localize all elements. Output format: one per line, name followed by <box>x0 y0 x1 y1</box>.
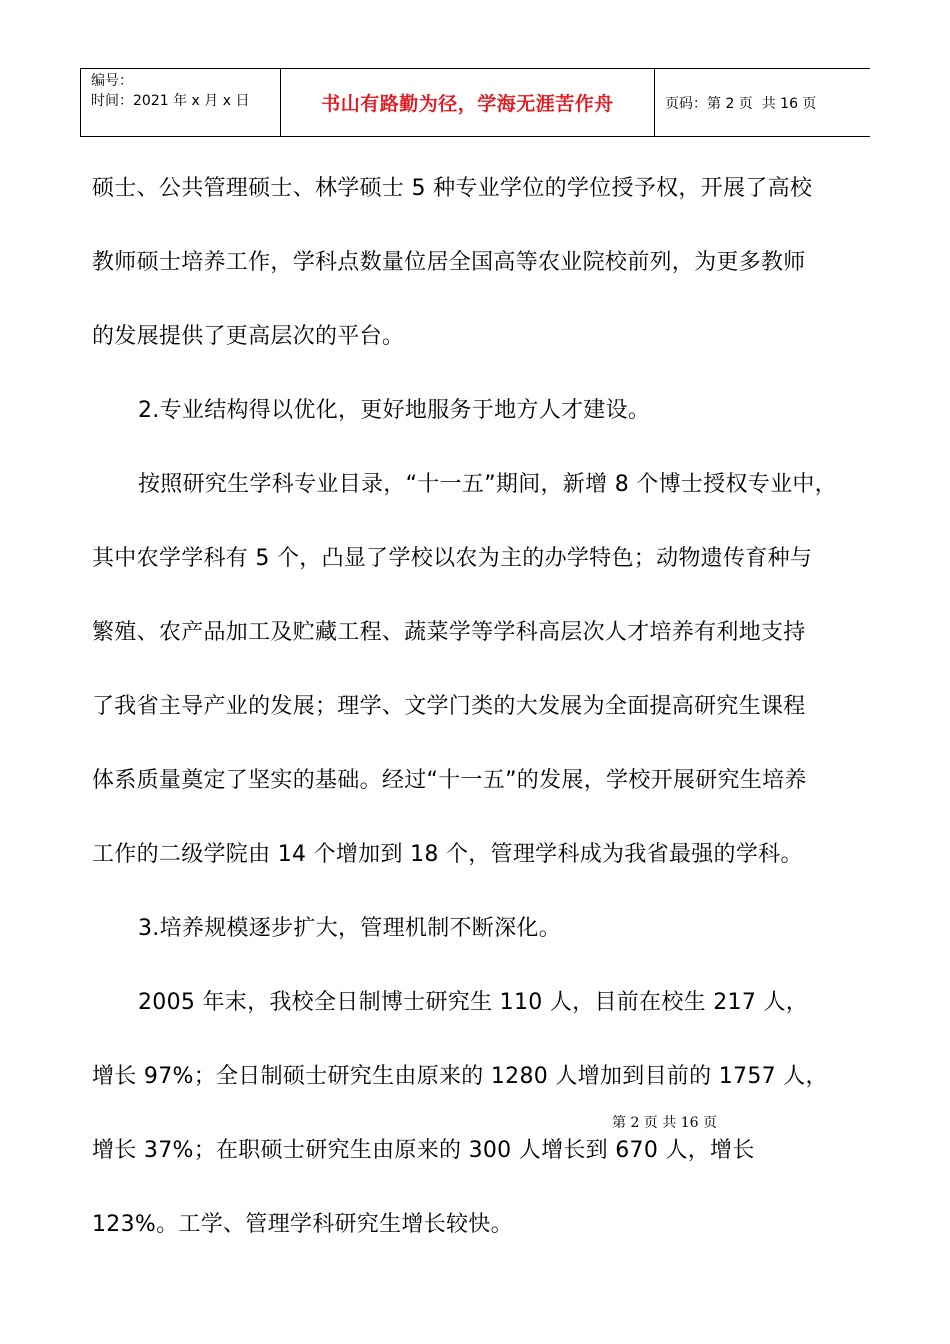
section-heading: 3.培养规模逐步扩大，管理机制不断深化。 <box>138 916 561 941</box>
doc-number-label: 编号： <box>91 73 133 89</box>
body-line: 工作的二级学院由 14 个增加到 18 个，管理学科成为我省最强的学科。 <box>92 842 803 867</box>
date-label: 时间：2021 年 x 月 x 日 <box>91 93 250 109</box>
body-line: 繁殖、农产品加工及贮藏工程、蔬菜学等学科高层次人才培养有利地支持 <box>92 620 806 645</box>
body-line: 的发展提供了更高层次的平台。 <box>92 324 405 349</box>
body-line: 增长 97%；全日制硕士研究生由原来的 1280 人增加到目前的 1757 人， <box>92 1064 828 1089</box>
body-line: 其中农学学科有 5 个，凸显了学校以农为主的办学特色；动物遗传育种与 <box>92 546 813 571</box>
header-meta-cell <box>80 69 281 136</box>
body-line: 体系质量奠定了坚实的基础。经过“十一五”的发展，学校开展研究生培养 <box>92 768 807 793</box>
body-line: 教师硕士培养工作，学科点数量位居全国高等农业院校前列，为更多教师 <box>92 250 806 275</box>
body-line: 按照研究生学科专业目录，“十一五”期间，新增 8 个博士授权专业中， <box>138 472 837 497</box>
body-line: 了我省主导产业的发展；理学、文学门类的大发展为全面提高研究生课程 <box>92 694 806 719</box>
body-line: 硕士、公共管理硕士、林学硕士 5 种专业学位的学位授予权，开展了高校 <box>92 176 813 201</box>
motto-text: 书山有路勤为径，学海无涯苦作舟 <box>321 93 614 115</box>
header-page-cell <box>655 69 870 136</box>
body-line: 2005 年末，我校全日制博士研究生 110 人，目前在校生 217 人， <box>138 990 809 1015</box>
page-footer: 第 2 页 共 16 页 <box>612 1115 717 1131</box>
section-heading: 2.专业结构得以优化，更好地服务于地方人才建设。 <box>138 398 651 423</box>
body-line: 123%。工学、管理学科研究生增长较快。 <box>92 1212 513 1237</box>
document-header <box>80 68 870 137</box>
page-number-label: 页码：第 2 页 共 16 页 <box>665 95 817 112</box>
document-body <box>92 152 864 1262</box>
body-line: 增长 37%；在职硕士研究生由原来的 300 人增长到 670 人，增长 <box>92 1138 755 1163</box>
header-motto-cell <box>281 69 655 136</box>
